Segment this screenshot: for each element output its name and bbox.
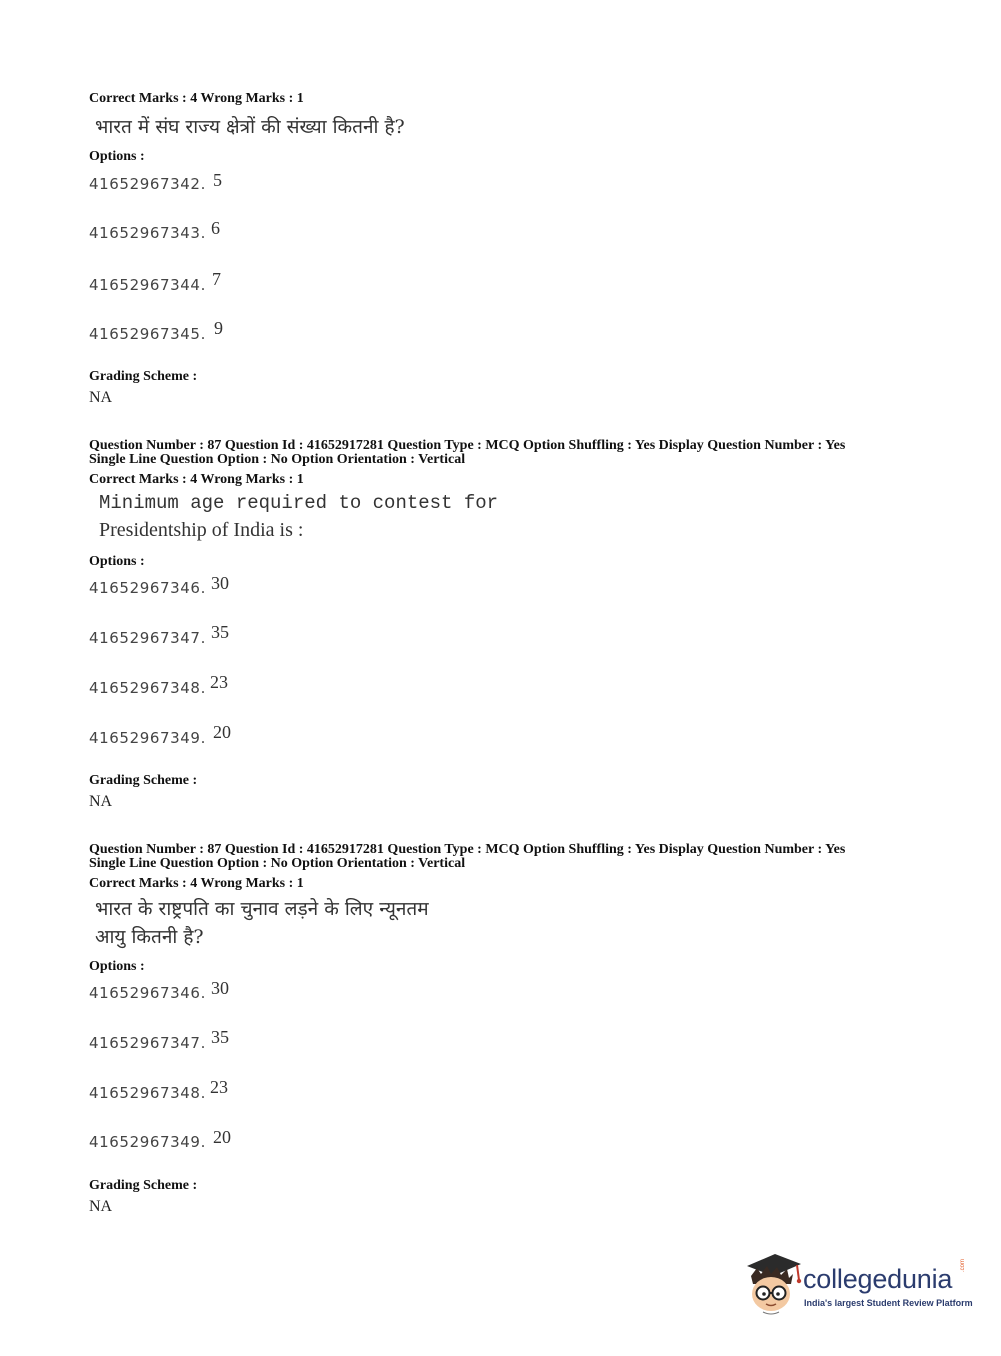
option-value: 9 — [214, 318, 223, 338]
grading-scheme-label: Grading Scheme : — [89, 369, 198, 384]
option-value: 30 — [211, 573, 229, 593]
option-id: 41652967345. — [89, 325, 206, 343]
grading-scheme-value: NA — [89, 793, 113, 810]
option-id: 41652967347. — [89, 1034, 206, 1052]
question-meta-line-2: Single Line Question Option : No Option Orientation : Vertical — [89, 452, 466, 467]
marks-line: Correct Marks : 4 Wrong Marks : 1 — [89, 91, 304, 106]
option-value: 23 — [210, 1077, 228, 1097]
option-value: 20 — [213, 722, 231, 742]
grading-scheme-value: NA — [89, 389, 113, 406]
logo-tagline: India's largest Student Review Platform — [804, 1298, 973, 1308]
marks-line: Correct Marks : 4 Wrong Marks : 1 — [89, 472, 304, 487]
options-label: Options : — [89, 959, 145, 974]
question-meta-line-1: Question Number : 87 Question Id : 41652917281 Question Type : MCQ Option Shuffling : Yes Display Question Number : Yes — [89, 842, 846, 857]
options-label: Options : — [89, 149, 145, 164]
question-text-line-2: आयु कितनी है? — [95, 926, 204, 948]
option-id: 41652967349. — [89, 1133, 206, 1151]
option-value: 30 — [211, 978, 229, 998]
question-text-line-1: भारत के राष्ट्रपति का चुनाव लड़ने के लिए न्यूनतम — [95, 898, 429, 920]
grading-scheme-label: Grading Scheme : — [89, 773, 198, 788]
question-meta-line-1: Question Number : 87 Question Id : 41652917281 Question Type : MCQ Option Shuffling : Yes Display Question Number : Yes — [89, 438, 846, 453]
option-id: 41652967342. — [89, 175, 206, 193]
options-label: Options : — [89, 554, 145, 569]
option-id: 41652967346. — [89, 984, 206, 1002]
student-mascot-icon — [741, 1250, 803, 1323]
grading-scheme-label: Grading Scheme : — [89, 1178, 198, 1193]
question-text-line-2: Presidentship of India is : — [99, 519, 304, 541]
option-id: 41652967346. — [89, 579, 206, 597]
option-value: 6 — [211, 218, 220, 238]
question-meta-line-2: Single Line Question Option : No Option Orientation : Vertical — [89, 856, 466, 871]
option-value: 35 — [211, 622, 229, 642]
option-id: 41652967349. — [89, 729, 206, 747]
option-value: 20 — [213, 1127, 231, 1147]
option-value: 7 — [212, 269, 221, 289]
marks-line: Correct Marks : 4 Wrong Marks : 1 — [89, 876, 304, 891]
option-id: 41652967343. — [89, 224, 206, 242]
option-value: 35 — [211, 1027, 229, 1047]
question-text: भारत में संघ राज्य क्षेत्रों की संख्या कितनी है? — [95, 116, 405, 138]
logo-domain-suffix: .com — [960, 1258, 966, 1272]
option-value: 23 — [210, 672, 228, 692]
option-id: 41652967348. — [89, 1084, 206, 1102]
option-id: 41652967347. — [89, 629, 206, 647]
question-text-line-1: Minimum age required to contest for — [99, 492, 499, 514]
grading-scheme-value: NA — [89, 1198, 113, 1215]
logo-wordmark: collegedunia — [803, 1264, 953, 1294]
option-value: 5 — [213, 170, 222, 190]
option-id: 41652967344. — [89, 276, 206, 294]
option-id: 41652967348. — [89, 679, 206, 697]
